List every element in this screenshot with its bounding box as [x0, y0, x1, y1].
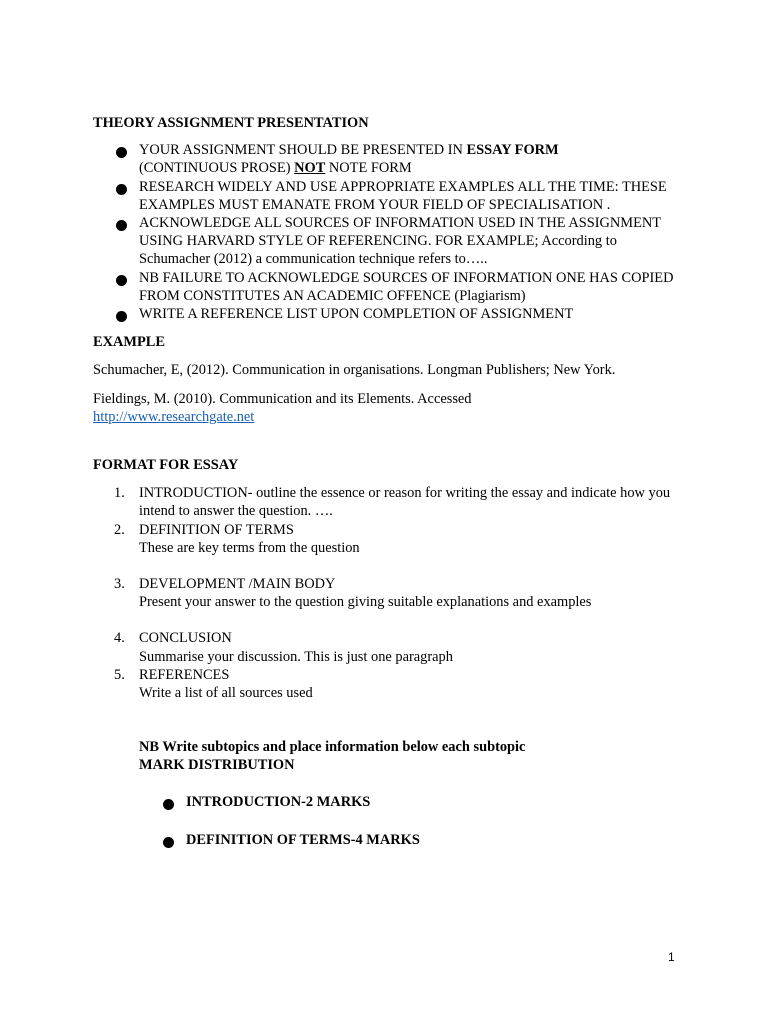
bullet-bold-text: ESSAY FORM [466, 142, 559, 159]
item-detail: These are key terms from the question [139, 539, 360, 556]
bullet-dot-icon [116, 220, 127, 231]
format-list [93, 484, 683, 702]
bullet-item [93, 141, 683, 177]
bullet-text: WRITE A REFERENCE LIST UPON COMPLETION OF ASSIGNMENT [139, 306, 574, 323]
mark-text: INTRODUCTION-2 MARKS [186, 793, 371, 810]
bullet-dot-icon [163, 799, 174, 810]
mark-distribution-heading: MARK DISTRIBUTION [139, 757, 295, 774]
format-item [93, 484, 683, 520]
bullet-item [93, 305, 683, 323]
bullet-text: YOUR ASSIGNMENT SHOULD BE PRESENTED IN [139, 142, 467, 159]
bullet-text: NB FAILURE TO ACKNOWLEDGE SOURCES OF INFORMATION ONE HAS COPIED FROM CONSTITUTES AN ACADEMIC OFFENCE (Plagiarism) [139, 269, 674, 304]
presentation-bullets [93, 141, 683, 323]
nb-note [93, 738, 683, 774]
bullet-dot-icon [116, 311, 127, 322]
mark-list [93, 793, 683, 849]
format-heading: FORMAT FOR ESSAY [93, 457, 239, 474]
bullet-text: (CONTINUOUS PROSE) [139, 160, 295, 177]
format-item [93, 629, 683, 665]
bullet-dot-icon [116, 147, 127, 158]
reference-text: Fieldings, M. (2010). Communication and its Elements. Accessed [93, 390, 472, 407]
item-title: REFERENCES [139, 666, 230, 683]
reference-link[interactable]: http://www.researchgate.net [93, 408, 255, 425]
bullet-bold-underline-text: NOT [294, 160, 326, 177]
item-detail: Present your answer to the question giving suitable explanations and examples [139, 594, 592, 611]
reference-entry: Schumacher, E, (2012). Communication in organisations. Longman Publishers; New York. [93, 362, 616, 379]
section-heading: THEORY ASSIGNMENT PRESENTATION [93, 115, 369, 131]
reference-entry [93, 390, 683, 426]
bullet-item [93, 178, 683, 214]
bullet-item [93, 214, 683, 269]
format-item [93, 666, 683, 702]
bullet-text: ACKNOWLEDGE ALL SOURCES OF INFORMATION USED IN THE ASSIGNMENT USING HARVARD STYLE OF REFERENCING. FOR EXAMPLE; According to Schumacher (2012) a communication technique refers to….. [139, 215, 661, 268]
item-title: CONCLUSION [139, 630, 232, 647]
format-item [93, 521, 683, 557]
bullet-dot-icon [116, 184, 127, 195]
example-heading: EXAMPLE [93, 334, 165, 351]
item-number: 2. [114, 521, 125, 538]
item-detail: Write a list of all sources used [139, 685, 313, 702]
mark-item [93, 793, 683, 811]
item-number: 5. [114, 666, 125, 683]
item-title: DEFINITION OF TERMS [139, 521, 294, 538]
bullet-dot-icon [163, 837, 174, 848]
item-number: 4. [114, 630, 125, 647]
bullet-item [93, 269, 683, 305]
page-number: 1 [668, 950, 675, 964]
item-title: INTRODUCTION- outline the essence or reason for writing the essay and indicate how you intend to answer the question. …. [139, 485, 671, 520]
nb-text: NB Write subtopics and place information below each subtopic [139, 739, 526, 756]
mark-text: DEFINITION OF TERMS-4 MARKS [186, 831, 420, 848]
item-detail: Summarise your discussion. This is just one paragraph [139, 648, 453, 665]
page-content [93, 114, 683, 869]
bullet-text: RESEARCH WIDELY AND USE APPROPRIATE EXAMPLES ALL THE TIME: THESE EXAMPLES MUST EMANATE FROM YOUR FIELD OF SPECIALISATION . [139, 178, 667, 213]
bullet-text: NOTE FORM [325, 160, 412, 177]
item-number: 1. [114, 485, 125, 502]
mark-item [93, 831, 683, 849]
format-item [93, 575, 683, 611]
bullet-dot-icon [116, 275, 127, 286]
item-title: DEVELOPMENT /MAIN BODY [139, 576, 336, 593]
item-number: 3. [114, 576, 125, 593]
